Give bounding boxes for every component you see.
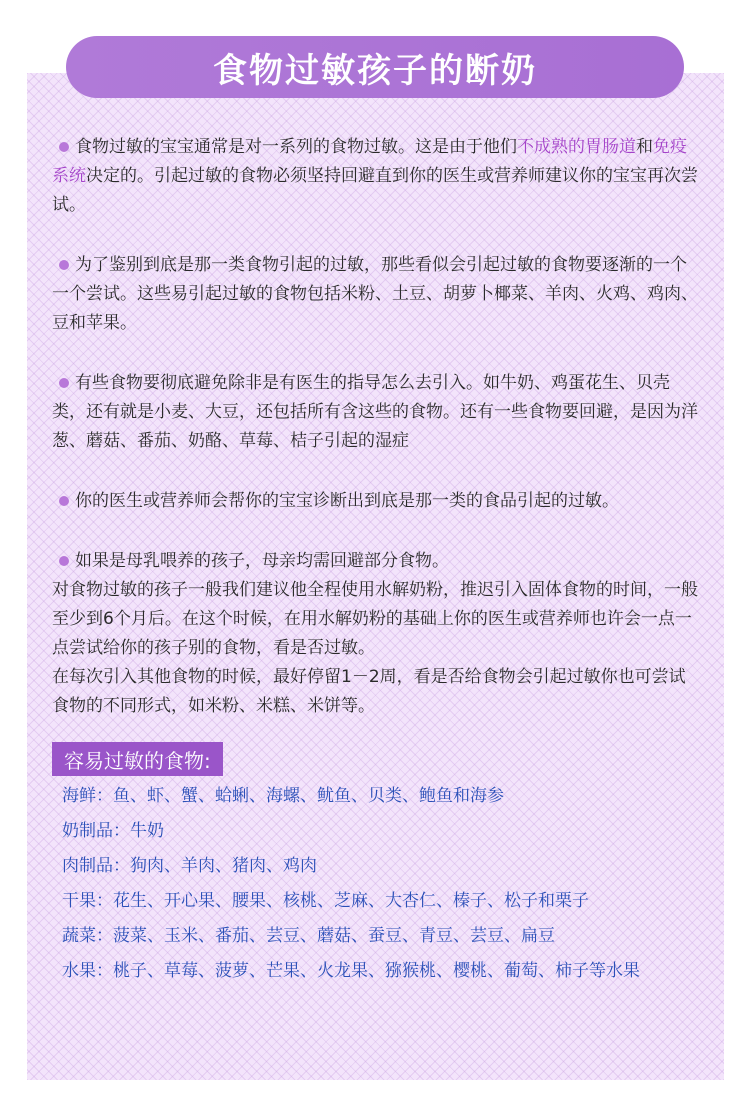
list-item: 水果：桃子、草莓、菠萝、芒果、火龙果、猕猴桃、樱桃、葡萄、柿子等水果: [62, 961, 640, 981]
paragraph-4: 你的医生或营养师会帮你的宝宝诊断出到底是那一类的食品引起的过敏。: [52, 487, 702, 516]
list-item: 干果：花生、开心果、腰果、核桃、芝麻、大杏仁、榛子、松子和栗子: [62, 891, 589, 911]
allergen-section-label: 容易过敏的食物:: [52, 742, 223, 776]
paragraph-5: 如果是母乳喂养的孩子，母亲均需回避部分食物。 对食物过敏的孩子一般我们建议他全程使用水解奶粉，推迟引入固体食物的时间，一般至少到6个月后。在这个时候，在用水解奶粉的基础上你的医生或营养师也许会一点一点尝试给你的孩子别的食物，看是否过敏。 在每次引入其他食物的时候，最好停留1－2周，看是否给食物会引起过敏你也可尝试食物的不同形式，如米粉、米糕、米饼等。: [52, 551, 698, 716]
bullet-dot-icon: [59, 556, 69, 566]
article-body: [52, 133, 702, 721]
list-item: 蔬菜：菠菜、玉米、番茄、芸豆、蘑菇、蚕豆、青豆、芸豆、扁豆: [62, 926, 555, 946]
paragraph-3: 有些食物要彻底避免除非是有医生的指导怎么去引入。如牛奶、鸡蛋花生、贝壳类，还有就是小麦、大豆，还包括所有含这些的食物。还有一些食物要回避，是因为洋葱、蘑菇、番茄、奶酪、草莓、桔子引起的湿症: [52, 373, 698, 451]
list-item: 肉制品：狗肉、羊肉、猪肉、鸡肉: [62, 856, 317, 876]
page-title: 食物过敏孩子的断奶: [66, 36, 684, 98]
list-item: 奶制品：牛奶: [62, 821, 164, 841]
paragraph-1: 食物过敏的宝宝通常是对一系列的食物过敏。这是由于他们不成熟的胃肠道和免疫系统决定的。引起过敏的食物必须坚持回避直到你的医生或营养师建议你的宝宝再次尝试。: [52, 137, 698, 215]
paragraph-2: 为了鉴别到底是那一类食物引起的过敏，那些看似会引起过敏的食物要逐渐的一个一个尝试。这些易引起过敏的食物包括米粉、土豆、胡萝卜椰菜、羊肉、火鸡、鸡肉、豆和苹果。: [52, 255, 698, 333]
highlight-text: 免疫系统: [52, 137, 687, 186]
highlight-text: 不成熟的胃肠道: [517, 137, 636, 157]
allergen-food-list: [62, 781, 722, 991]
bullet-dot-icon: [59, 378, 69, 388]
list-item: 海鲜：鱼、虾、蟹、蛤蜊、海螺、鱿鱼、贝类、鲍鱼和海参: [62, 786, 504, 806]
bullet-dot-icon: [59, 142, 69, 152]
bullet-dot-icon: [59, 260, 69, 270]
bullet-dot-icon: [59, 496, 69, 506]
